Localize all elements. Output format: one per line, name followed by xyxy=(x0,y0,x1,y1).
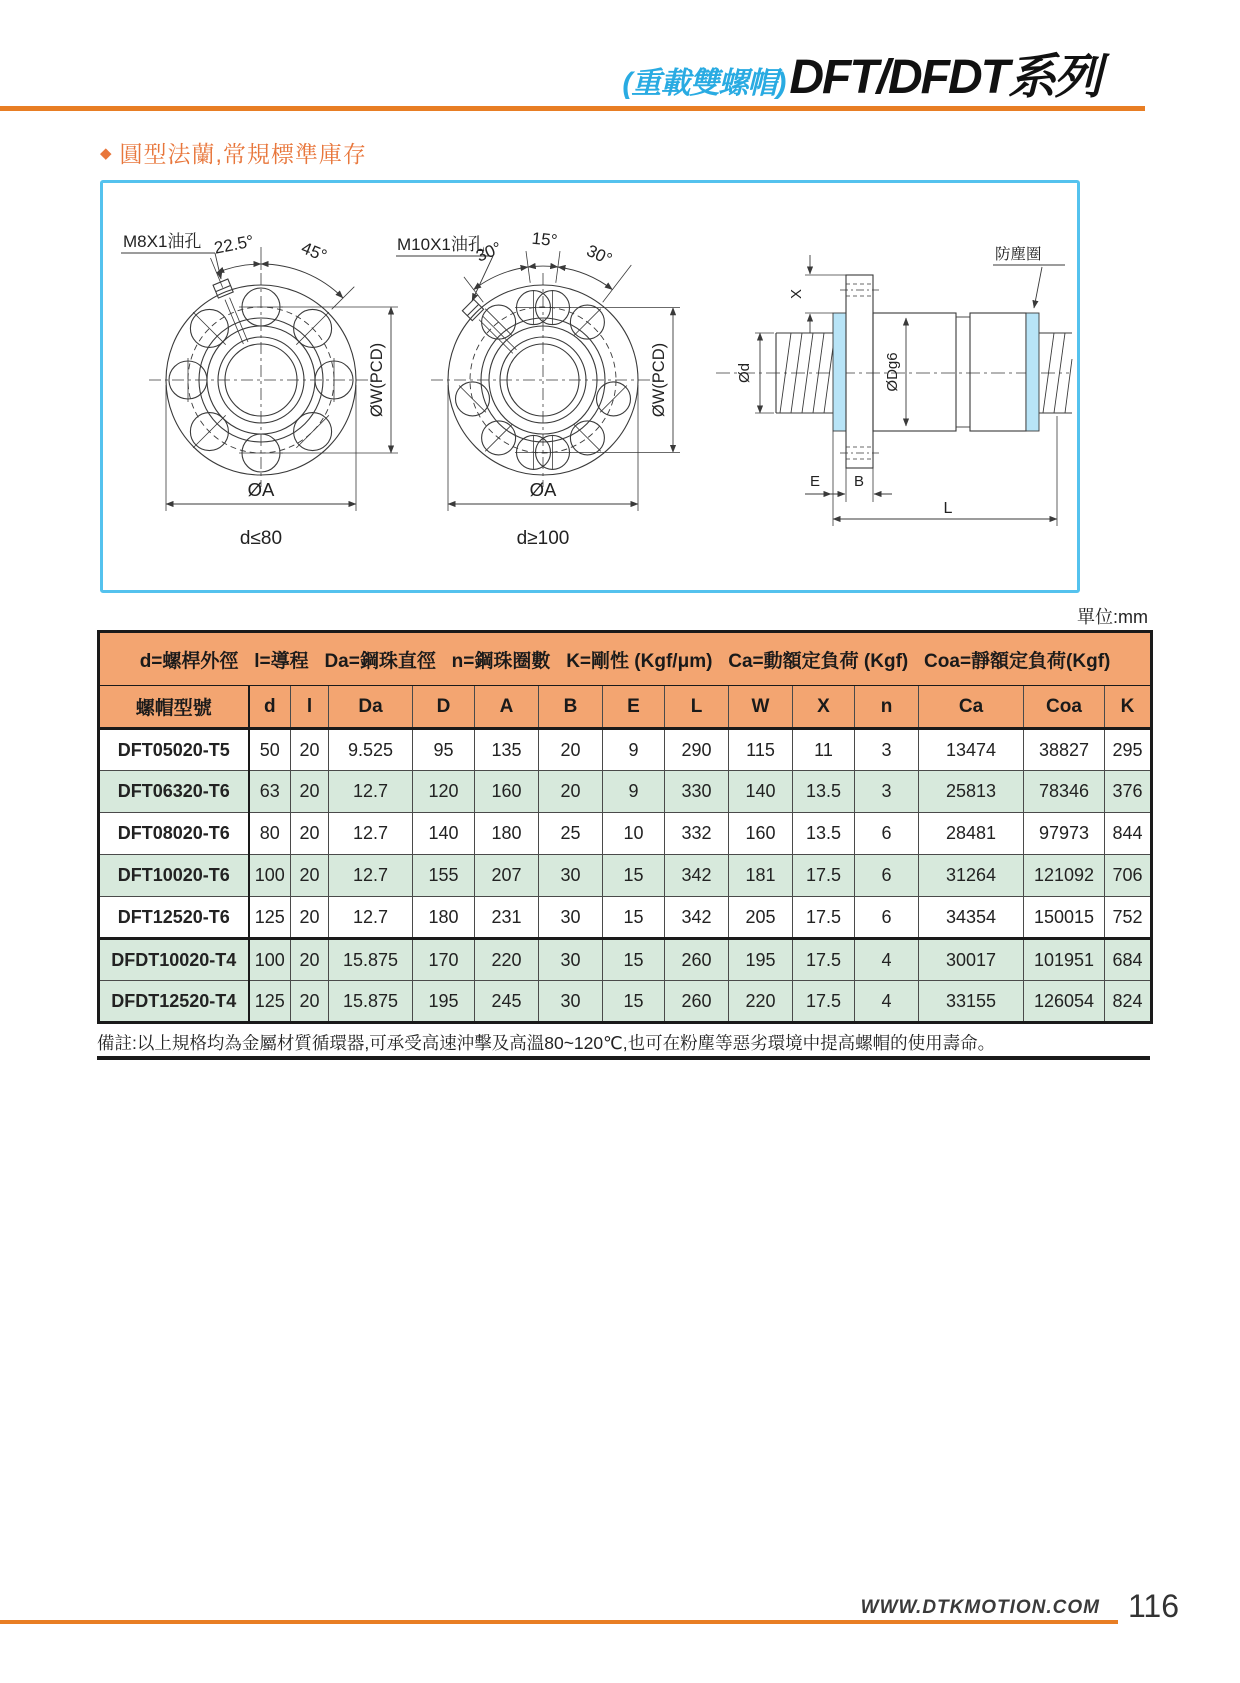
table-cell: 31264 xyxy=(919,855,1024,897)
dim-label-a: ØA xyxy=(529,479,557,500)
technical-drawing-panel xyxy=(100,180,1080,593)
table-cell: 195 xyxy=(413,981,475,1023)
table-cell: 9 xyxy=(603,729,665,771)
table-cell: 126054 xyxy=(1024,981,1105,1023)
table-cell: 20 xyxy=(291,771,329,813)
angle-label: 15° xyxy=(530,228,559,251)
legend-text: d=螺桿外徑 l=導程 Da=鋼珠直徑 n=鋼珠圈數 K=剛性 (Kgf/μm) Ca=動額定負荷 (Kgf) Coa=靜額定負荷(Kgf) xyxy=(99,632,1152,686)
column-header: A xyxy=(475,686,539,729)
table-cell: 20 xyxy=(291,813,329,855)
model-cell: DFT12520-T6 xyxy=(99,897,249,939)
table-cell: 181 xyxy=(729,855,793,897)
column-header: d xyxy=(249,686,291,729)
column-header: E xyxy=(603,686,665,729)
table-cell: 120 xyxy=(413,771,475,813)
table-cell: 231 xyxy=(475,897,539,939)
table-cell: 160 xyxy=(729,813,793,855)
table-cell: 245 xyxy=(475,981,539,1023)
table-cell: 15 xyxy=(603,939,665,981)
dim-label-a: ØA xyxy=(247,479,275,500)
table-cell: 38827 xyxy=(1024,729,1105,771)
flange-drawing-large xyxy=(393,195,693,563)
table-cell: 13474 xyxy=(919,729,1024,771)
table-cell: 97973 xyxy=(1024,813,1105,855)
table-cell: 260 xyxy=(665,981,729,1023)
unit-label: 單位:mm xyxy=(1077,607,1148,627)
table-cell: 20 xyxy=(291,939,329,981)
drawing-caption: d≥100 xyxy=(516,528,570,549)
series-title: DFT/DFDT系列 xyxy=(789,51,1100,104)
table-cell: 20 xyxy=(291,981,329,1023)
table-cell: 121092 xyxy=(1024,855,1105,897)
column-header: Ca xyxy=(919,686,1024,729)
table-cell: 9 xyxy=(603,771,665,813)
table-cell: 155 xyxy=(413,855,475,897)
column-header: n xyxy=(855,686,919,729)
column-header: W xyxy=(729,686,793,729)
model-cell: DFT06320-T6 xyxy=(99,771,249,813)
model-cell: DFDT12520-T4 xyxy=(99,981,249,1023)
model-cell: DFT08020-T6 xyxy=(99,813,249,855)
table-cell: 30 xyxy=(539,897,603,939)
angle-label: 30° xyxy=(473,238,505,266)
dim-label-pcd: ØW(PCD) xyxy=(368,342,386,418)
table-row xyxy=(99,771,1152,813)
table-cell: 28481 xyxy=(919,813,1024,855)
table-cell: 170 xyxy=(413,939,475,981)
table-cell: 4 xyxy=(855,981,919,1023)
table-cell: 752 xyxy=(1105,897,1152,939)
table-cell: 342 xyxy=(665,855,729,897)
table-cell: 207 xyxy=(475,855,539,897)
section-title-text: 圓型法蘭,常規標準庫存 xyxy=(119,141,367,167)
table-cell: 10 xyxy=(603,813,665,855)
dust-seal-label: 防塵圈 xyxy=(995,246,1042,263)
table-cell: 100 xyxy=(249,939,291,981)
flange-drawing-small xyxy=(111,195,411,563)
table-cell: 17.5 xyxy=(793,939,855,981)
table-cell: 220 xyxy=(475,939,539,981)
model-cell: DFT10020-T6 xyxy=(99,855,249,897)
dim-label-dg6: ØDg6 xyxy=(884,352,901,392)
page-subtitle: (重載雙螺帽) xyxy=(622,67,786,100)
table-cell: 12.7 xyxy=(329,771,413,813)
table-cell: 140 xyxy=(413,813,475,855)
table-cell: 101951 xyxy=(1024,939,1105,981)
table-row xyxy=(99,813,1152,855)
table-cell: 15 xyxy=(603,855,665,897)
table-cell: 20 xyxy=(291,855,329,897)
table-cell: 684 xyxy=(1105,939,1152,981)
section-title xyxy=(100,136,367,169)
spec-table xyxy=(97,630,1153,1024)
column-header-row xyxy=(99,686,1152,729)
column-header: Coa xyxy=(1024,686,1105,729)
table-cell: 20 xyxy=(539,771,603,813)
table-cell: 125 xyxy=(249,981,291,1023)
table-cell: 12.7 xyxy=(329,855,413,897)
table-cell: 17.5 xyxy=(793,897,855,939)
oil-hole-label: M10X1油孔 xyxy=(397,235,485,254)
table-cell: 20 xyxy=(539,729,603,771)
table-cell: 205 xyxy=(729,897,793,939)
table-cell: 135 xyxy=(475,729,539,771)
table-cell: 195 xyxy=(729,939,793,981)
angle-label: 22.5° xyxy=(212,231,256,258)
model-cell: DFT05020-T5 xyxy=(99,729,249,771)
table-note: 備註:以上規格均為金屬材質循環器,可承受高速沖擊及高溫80~120℃,也可在粉塵等惡劣環境中提高螺帽的使用壽命。 xyxy=(97,1033,996,1053)
column-header: X xyxy=(793,686,855,729)
table-cell: 260 xyxy=(665,939,729,981)
table-cell: 30017 xyxy=(919,939,1024,981)
note-rule xyxy=(97,1056,1150,1060)
table-cell: 15.875 xyxy=(329,939,413,981)
table-cell: 25 xyxy=(539,813,603,855)
table-cell: 125 xyxy=(249,897,291,939)
table-cell: 50 xyxy=(249,729,291,771)
table-cell: 17.5 xyxy=(793,981,855,1023)
table-cell: 20 xyxy=(291,897,329,939)
dim-label-l: L xyxy=(943,500,953,517)
table-cell: 25813 xyxy=(919,771,1024,813)
table-cell: 706 xyxy=(1105,855,1152,897)
table-cell: 33155 xyxy=(919,981,1024,1023)
table-cell: 150015 xyxy=(1024,897,1105,939)
table-cell: 30 xyxy=(539,981,603,1023)
table-cell: 3 xyxy=(855,729,919,771)
oil-hole-label: M8X1油孔 xyxy=(123,232,202,251)
model-cell: DFDT10020-T4 xyxy=(99,939,249,981)
footer-rule xyxy=(0,1620,1118,1624)
table-cell: 180 xyxy=(413,897,475,939)
table-cell: 30 xyxy=(539,855,603,897)
column-header: Da xyxy=(329,686,413,729)
table-cell: 17.5 xyxy=(793,855,855,897)
table-cell: 844 xyxy=(1105,813,1152,855)
table-cell: 30 xyxy=(539,939,603,981)
table-cell: 11 xyxy=(793,729,855,771)
table-cell: 3 xyxy=(855,771,919,813)
table-cell: 34354 xyxy=(919,897,1024,939)
column-header: L xyxy=(665,686,729,729)
diamond-bullet-icon: ◆ xyxy=(100,144,112,162)
dim-label-d: Ød xyxy=(736,362,753,384)
dim-label-pcd: ØW(PCD) xyxy=(650,342,668,418)
table-cell: 15 xyxy=(603,897,665,939)
table-cell: 15 xyxy=(603,981,665,1023)
page-number: 116 xyxy=(1128,1588,1180,1624)
table-cell: 332 xyxy=(665,813,729,855)
table-cell: 6 xyxy=(855,855,919,897)
table-cell: 295 xyxy=(1105,729,1152,771)
table-cell: 13.5 xyxy=(793,813,855,855)
table-cell: 140 xyxy=(729,771,793,813)
column-header: K xyxy=(1105,686,1152,729)
table-cell: 63 xyxy=(249,771,291,813)
table-cell: 824 xyxy=(1105,981,1152,1023)
table-cell: 15.875 xyxy=(329,981,413,1023)
table-cell: 20 xyxy=(291,729,329,771)
table-cell: 95 xyxy=(413,729,475,771)
table-cell: 80 xyxy=(249,813,291,855)
table-cell: 342 xyxy=(665,897,729,939)
table-row xyxy=(99,729,1152,771)
legend-row xyxy=(99,632,1152,686)
column-header: D xyxy=(413,686,475,729)
table-cell: 180 xyxy=(475,813,539,855)
table-cell: 9.525 xyxy=(329,729,413,771)
table-cell: 290 xyxy=(665,729,729,771)
nut-side-view-drawing xyxy=(701,228,1076,548)
column-header: B xyxy=(539,686,603,729)
table-cell: 160 xyxy=(475,771,539,813)
spec-table-body xyxy=(99,729,1152,1023)
table-cell: 115 xyxy=(729,729,793,771)
table-row xyxy=(99,939,1152,981)
table-cell: 100 xyxy=(249,855,291,897)
table-cell: 376 xyxy=(1105,771,1152,813)
drawing-caption: d≤80 xyxy=(239,528,283,549)
table-cell: 12.7 xyxy=(329,897,413,939)
dim-label-x: X xyxy=(788,288,805,300)
table-cell: 12.7 xyxy=(329,813,413,855)
page-title xyxy=(622,38,1100,107)
table-cell: 78346 xyxy=(1024,771,1105,813)
angle-label: 45° xyxy=(298,238,330,266)
footer-website: WWW.DTKMOTION.COM xyxy=(860,1597,1100,1618)
table-cell: 6 xyxy=(855,897,919,939)
dim-label-e: E xyxy=(809,473,821,490)
table-row xyxy=(99,855,1152,897)
table-row xyxy=(99,981,1152,1023)
table-cell: 6 xyxy=(855,813,919,855)
table-cell: 330 xyxy=(665,771,729,813)
table-row xyxy=(99,897,1152,939)
column-header: 螺帽型號 xyxy=(99,686,249,729)
table-cell: 220 xyxy=(729,981,793,1023)
column-header: l xyxy=(291,686,329,729)
table-cell: 13.5 xyxy=(793,771,855,813)
table-cell: 4 xyxy=(855,939,919,981)
header-rule xyxy=(0,106,1145,111)
dim-label-b: B xyxy=(853,473,865,490)
angle-label: 30° xyxy=(583,240,615,270)
